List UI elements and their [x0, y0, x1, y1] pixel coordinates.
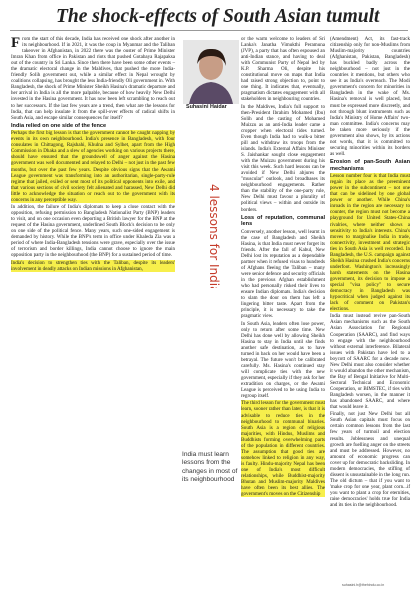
highlighted-paragraph: India's decision to strengthen ties with the Taliban, despite its leaders' involvement in deadly attacks on Indian missions in Afghanistan,: [11, 259, 175, 272]
author-photo: [183, 40, 239, 104]
paragraph: In South Asia, leaders often lose power, only to return after some time. New Delhi has done well by allowing Sheikh Hasina to stay in India until she finds another safe destination, as to have turned in back on her would have been a betrayal. The future won't be calibrated carefully. Ms. Hasina's continued stay will complicate ties with the new government, especially if they ask for her extradition on charges, or the Awami League is perceived to be using India to regroup itself.: [241, 320, 325, 400]
handwritten-note-drawing: [188, 178, 234, 288]
paragraph: or the warm welcome to leaders of Sri Lanka's Janatha Vimukthi Peramuna (JVP), a party that has often espoused an anti-Indian stance, and having to deal with Communist Party of Nepal led by K.P. Sharma Oli, despite his constitutional move on maps that India had raised strong objection to, point to one thing. It indicates that, eventually, pragmatism dictates engagement with all stakeholders in neighbouring countries.: [241, 36, 325, 103]
author-name: Suhasini Haidar: [186, 104, 227, 110]
subheading: Erosion of pan-South Asian mechanisms: [330, 158, 410, 172]
author-portrait-icon: [183, 40, 239, 104]
pull-quote: India must learn lessons from the changes in most of its neighbourhood: [182, 451, 238, 484]
paragraph: India must instead revive pan-South Asian mechanisms such as the South Asian Association for Regional Cooperation (SAARC), and find ways to engage with the neighbourhood without external interference. Bilateral issues with Pakistan have led to a boycott of SAARC for a decade now. New Delhi must also consider whether it would abandon the other mechanism, the Bay of Bengal Initiative for Multi-Sectoral Technical and Economic Cooperation, or BIMSTEC, if ties with Bangladesh worsen, in the manner it has abandoned SAARC, and where that would leave it.: [330, 313, 410, 411]
column-1: [11, 36, 175, 273]
paragraph: (Amendment) Act, its fast-track citizenship only for non-Muslims from Muslim-majority countries (Afghanistan, Pakistan, Bangladesh) has buckled badly across the neighbourhood – not just in the countries it mentions, but others who see it as India's overreach. The Modi government's concern for minorities in Bangladesh in the wake of Ms. Hasina's removal is well placed, but must be expressed more discreetly, and not through blunt instruments such as India's Ministry of Home Affairs' two-man committee. India's concerns may be taken more seriously if the government also shows, by its actions not words, that it is committed to securing minorities within its borders as well.: [330, 36, 410, 157]
drop-cap: F: [11, 35, 21, 51]
paragraph: Finally, not just New Delhi but all South Asian capitals must focus on certain common lessons from the last few years of turmoil and election results. Joblessness and unequal growth are fuelling anger on the streets and must be addressed. However, no amount of economic progress can cover up for democratic backsliding. In modern democracies, the stifling of dissent is unsustainable in the long run. The old dictum – that if you want to 'make crop for one year, plant corn...if you want to plant a crop for eternities, raise democracies' holds true for India and its ties in the neighbourhood.: [330, 411, 410, 509]
article-title: The shock-effects of South Asian tumult: [56, 6, 380, 27]
subheading: India relied on one side of the fence: [11, 122, 107, 129]
paragraph-text: rom the start of this decade, India has received one shock after another in its neighbourhood. If in 2021, it was the coup in Myanmar and the Taliban takeover in Afghanistan, in 2022 there was the ouster of Prime Minister Imran Khan from office in Pakistan and riots that pushed Gotabaya Rajapaksa out of the country in Sri Lanka. Since then there have been some other events – the dramatic electoral change in the Maldives, that pushed the more India-friendly Solih government out, while a similar effect in Nepal wrought by coalitions collapsing, has brought the less India-friendly Oli government in. With Bangladesh, the shock of Prime Minister Sheikh Hasina's dramatic departure and her arrival in India is all the more palpable, because of how heavily New Delhi invested in the Hasina government. It has now been left scrambling to reach out to her successors. If the last few years are a trend, then what are the lessons for India, that can help insulate it from the spill-over effects of radical shifts in South Asia, and escape similar consequences for itself?: [11, 36, 175, 121]
handwritten-note-text: 4 lessons for India in IR: [207, 184, 221, 288]
paragraph-text: In the Maldives, India's full support to then-President Ibrahim Mohamed (Ibu) Solih and the casting of Mohamed Muizzu as an anti-India leader came a cropper when electoral tides turned. Even though India had to walk-a bitter pill and withdraw its troops from the islands. India's External Affairs Minister S. Jaishankar sought close engagement with the Muizzu government during his visit this week. Such hard lessons can be avoided if New Delhi abjures the "muscular" outlook, and broadbases its neighbourhood engagements. Rather than the stability of the one-party rule, New Delhi must favour a plurality of political views – within and outside its borders.: [241, 103, 325, 213]
column-2: [241, 36, 325, 498]
highlighted-paragraph: Perhaps the first big lesson is that the government cannot be caught napping by events in its own neighbourhood. India's presence in Bangladesh, with four consulates in Chittagong, Rajshahi, Khulna and Sylhet, apart from the High Commission in Dhaka and a slew of agencies working on various projects there, should have ensured that the groundswell of anger against the Hasina government was well documented and relayed to Delhi – not just in the past few months, but over the past few years. Despite obvious signs that the Awami League government was transforming into an authoritarian, single-party-rule regime that jailed, exiled or sent most of its political opponents into exile, and that various sections of civil society felt alienated and harassed, New Delhi did little to acknowledge the situation or reach out to the government with its concerns in any perceptible way.: [11, 130, 175, 203]
highlighted-paragraph: Lesson number four is that India must regain its place as the preeminent power in the subcontinent – not one that can be sidelined by one global power or another. While China's inroads in the region are necessary to counter, the region must not become a playground for United States-China rivalries, where neither shows a sensitivity to India's interests. China's moves to marginalise India in trade, connectivity, investment and strategic ties in South Asia is well recorded. In Bangladesh, the U.S. campaign against Sheikh Hasina crushed India's concerns underfoot. Washington's increasingly harsh statements on the Hasina government, its decision to impose a special "visa policy" to secure democracy in Bangladesh was hypocritical when judged against its lack of comment on Pakistan's elections.: [330, 173, 410, 313]
highlighted-paragraph: The third lesson for the government must learn, sooner rather than later, is that it is advisable to reduce ties in the neighbourhood to communal binaries. South Asia is a region of religious majorities, with Hindus, Muslims and Buddhists forming overwhelming parts of the population in different countries. The assumption that good ties are somehow linked to religion in any way, is faulty. Hindu-majority Nepal has been one of India's most difficult relationships, while Buddhist-majority Bhutan and Muslim-majority Maldives have often been its best allies. The government's moves on the Citizenship: [241, 400, 325, 498]
title-rule: [10, 30, 408, 31]
author-email: suhasini.h@thehindu.co.in: [342, 583, 385, 587]
paragraph: Conversely, another lesson, well learnt in the case of Bangladesh and Sheikh Hasina, is that India must never forget its friends. After the fall of Kabul, New Delhi lost its reputation as a dependable partner when it refused visas to hundreds of Afghans fleeing the Taliban – many were senior defence and security officials in the previous Afghan establishment who had personally risked their lives to ensure Indian diplomats. India's decision to slam the door on them has left a lingering bitter taste. Apart from the principle, it is necessary to take the pragmatic view.: [241, 228, 325, 320]
column-3: [330, 36, 410, 509]
paragraph: [11, 36, 175, 121]
paragraph: In addition, the failure of India's diplomats to keep a close contact with the opposition, refusing permission to Bangladesh Nationalist Party (BNP) leaders to visit, and on one occasion even deporting a British lawyer for the BNP at the request of the Hasina government, underlined South Block's decision to be only on one side of the political fence. Many years, such one-sided engagement is demanded by history. While the BNP's term in office under Khaleda Zia was a period of where India-Bangladesh tensions were grave, especially over the issue of terrorism and border killings, India cannot choose to ignore the main opposition party in the neighbourhood (the BNP) for a sustained period of time.: [11, 204, 175, 259]
handwritten-note: [188, 178, 234, 288]
paragraph: [241, 104, 325, 213]
subheading: Loss of reputation, communal lens: [241, 214, 325, 228]
